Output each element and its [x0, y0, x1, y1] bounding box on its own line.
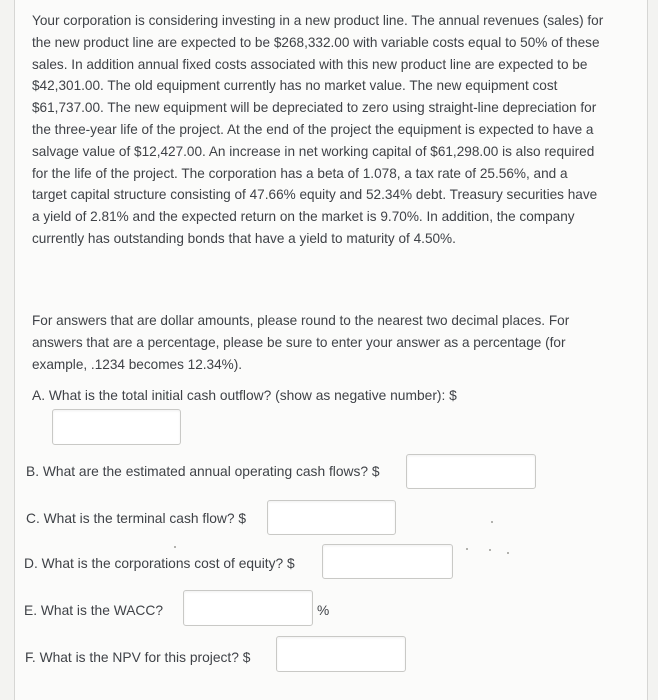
question-e-label: E. What is the WACC? [24, 603, 164, 618]
question-a-label: A. What is the total initial cash outflow? (show as negative number): $ [32, 388, 457, 403]
answer-b-input[interactable] [406, 454, 536, 489]
answer-a-input[interactable] [52, 409, 181, 445]
screen-speck [507, 552, 509, 554]
problem-statement: Your corporation is considering investing in a new product line. The annual revenues (sales) for the new product line are expected to be $268,332.00 with variable costs equal to 50% of these sales. In addition annual fixed costs associated with this new product line are expected to be $42,301.00. The old equipment currently has no market value. The new equipment cost $61,737.00. The new equipment will be depreciated to zero using straight-line depreciation for the three-year life of the project. At the end of the project the equipment is expected to have a salvage value of $12,427.00. An increase in net working capital of $61,298.00 is also required for the life of the project. The corporation has a beta of 1.078, a tax rate of 25.56%, and a target capital structure consisting of 47.66% equity and 52.34% debt. Treasury securities have a yield of 2.81% and the expected return on the market is 9.70%. In addition, the company currently has outstanding bonds that have a yield to maturity of 4.50%. [32, 13, 604, 246]
screen-speck [174, 546, 176, 548]
answer-f-input[interactable] [276, 636, 406, 672]
rounding-instructions: For answers that are dollar amounts, please round to the nearest two decimal places. For answers that are a percentage, please be sure to enter your answer as a percentage (for example, .1234 becomes 12.34%). [32, 313, 570, 372]
answer-c-input[interactable] [267, 500, 396, 535]
percent-unit: % [317, 603, 330, 618]
question-c-label: C. What is the terminal cash flow? $ [26, 511, 247, 526]
question-f-label: F. What is the NPV for this project? $ [25, 650, 251, 665]
answer-e-input[interactable] [183, 590, 313, 626]
screen-speck [491, 521, 493, 523]
question-sheet [14, 0, 648, 700]
question-b-label: B. What are the estimated annual operating cash flows? $ [26, 464, 380, 479]
screen-speck [489, 549, 491, 551]
screen-speck [466, 548, 468, 550]
answer-d-input[interactable] [322, 544, 453, 579]
question-d-label: D. What is the corporations cost of equity? $ [24, 556, 295, 571]
